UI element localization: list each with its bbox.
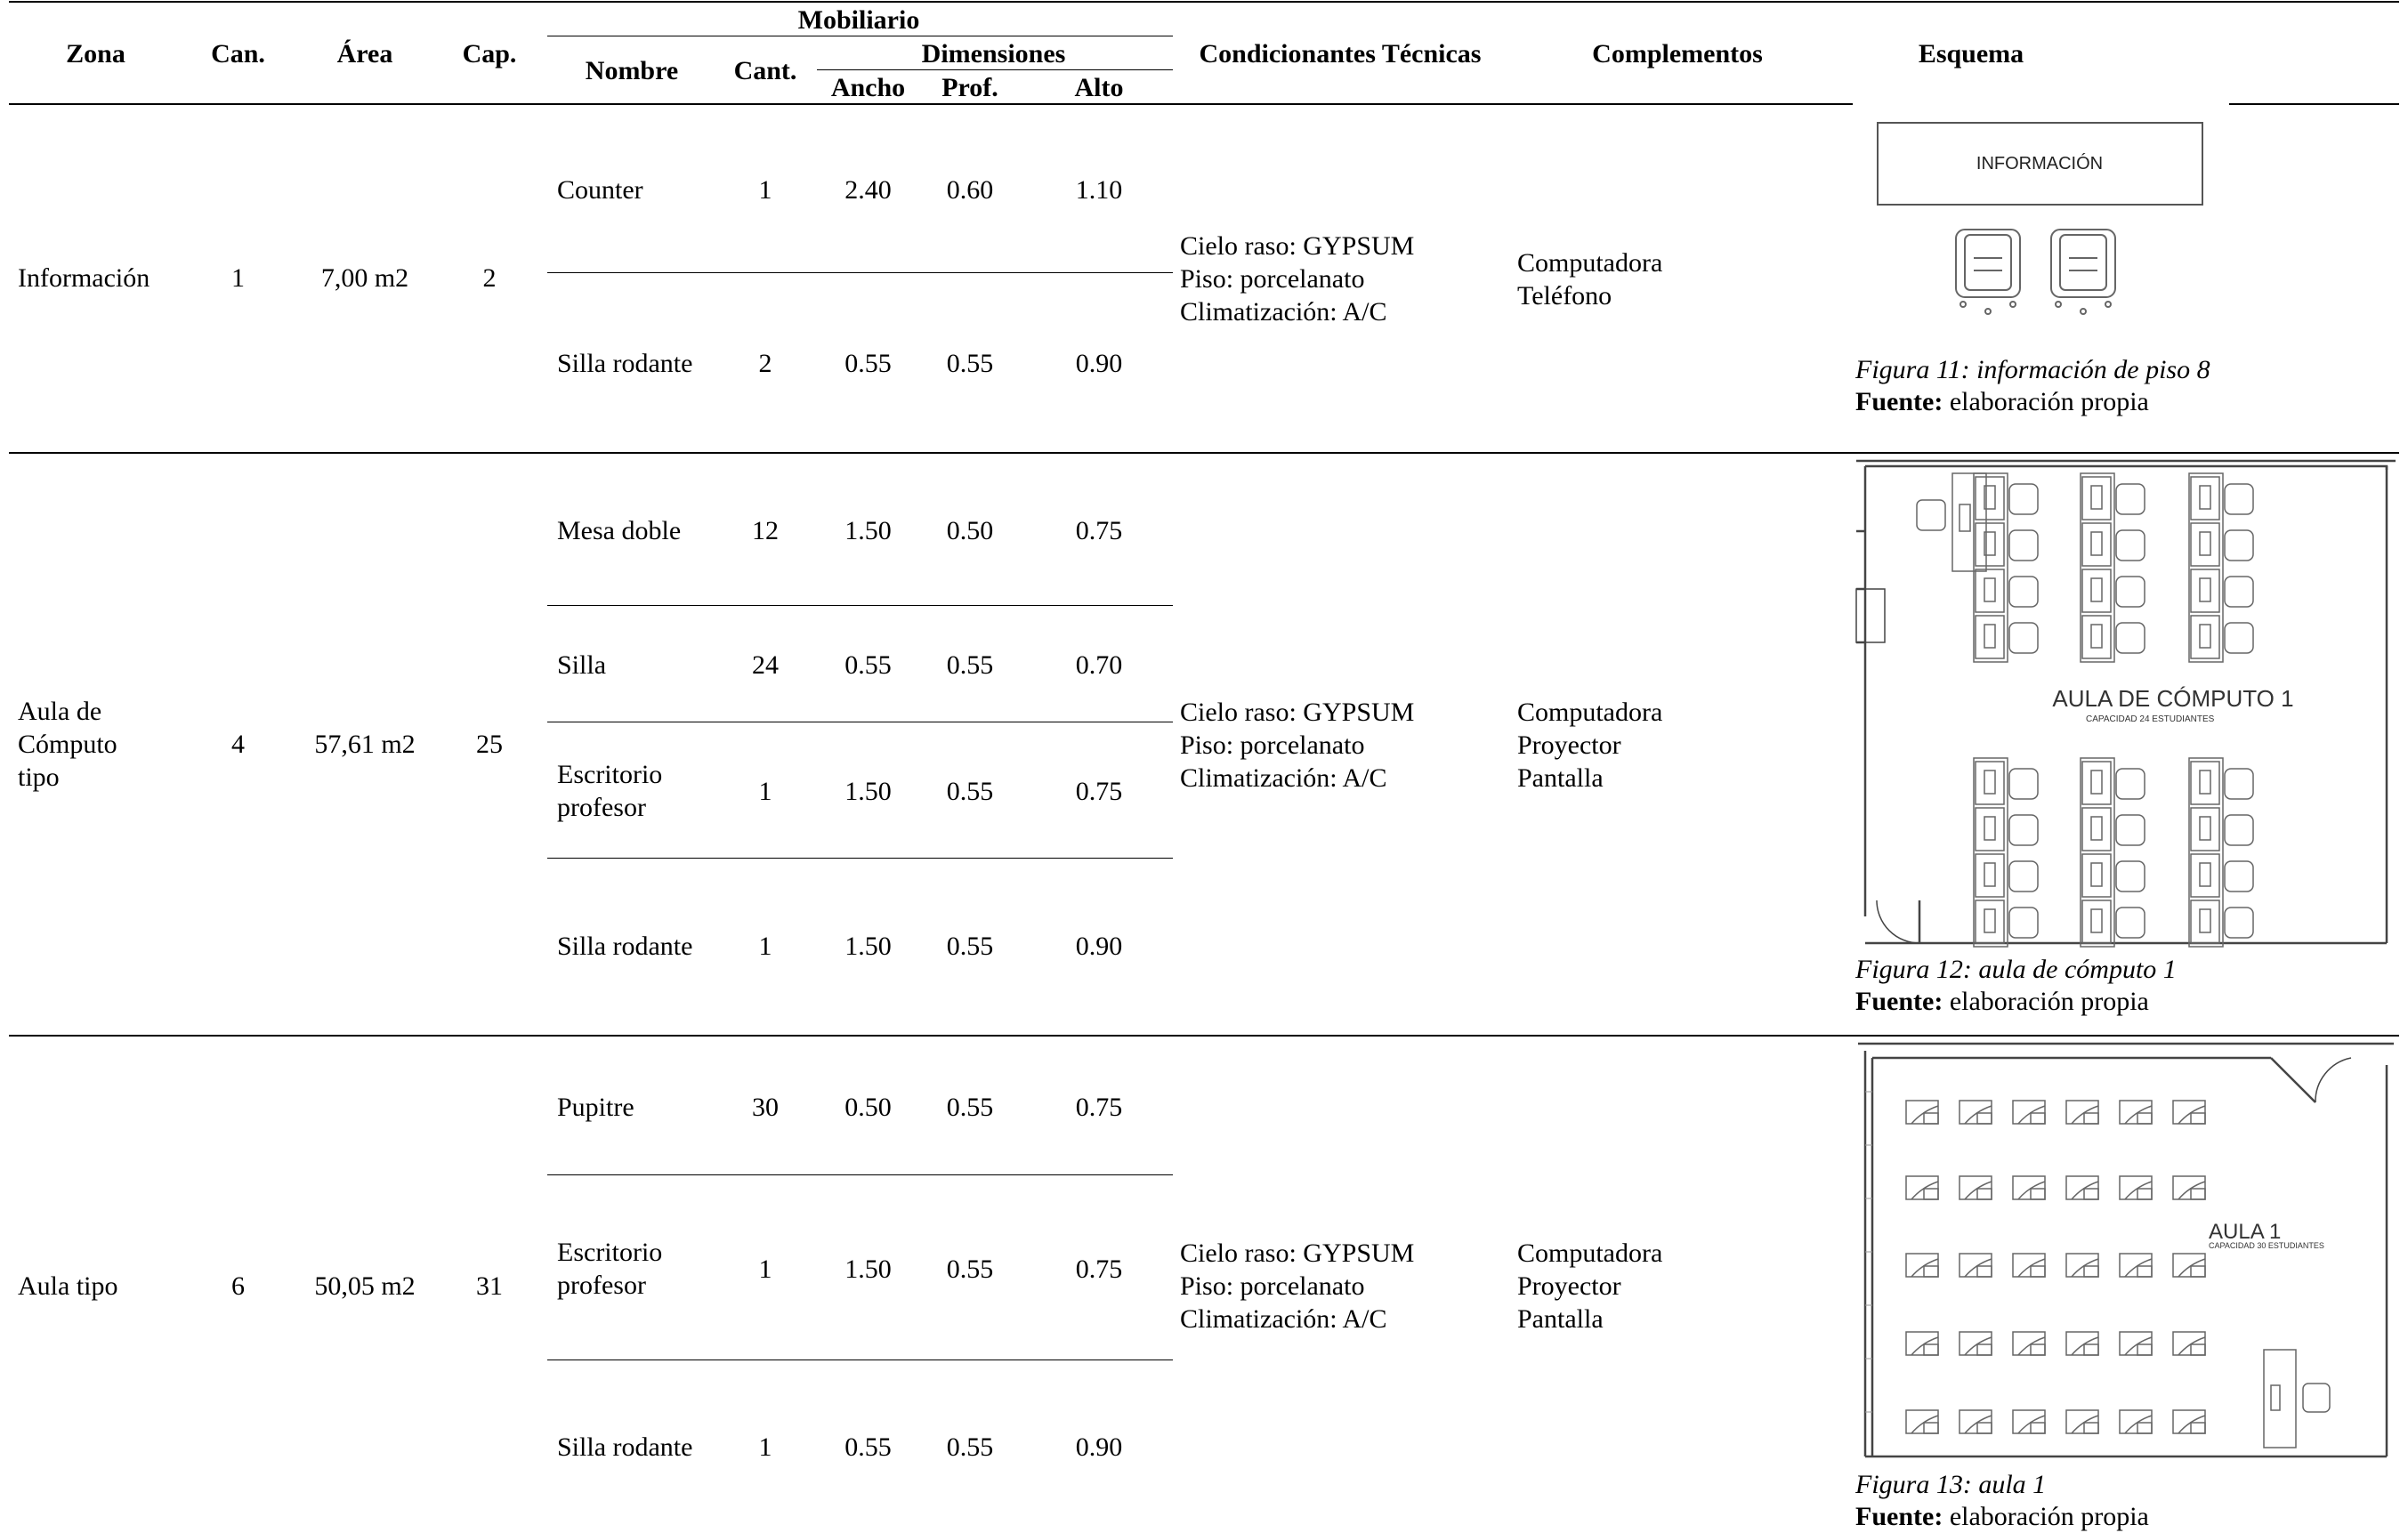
teacher-desk — [2264, 1350, 2330, 1448]
mob-cant: 2 — [758, 349, 772, 378]
header-area: Área — [336, 39, 393, 69]
aula-computo-plan-figure — [1853, 456, 2399, 950]
workstation-icon — [2082, 477, 2145, 520]
mob-nombre: Silla rodante — [557, 932, 693, 961]
table-top-rule — [9, 1, 2399, 3]
header-cant: Cant. — [733, 56, 797, 85]
mob-ancho: 1.50 — [844, 932, 892, 961]
student-desk-icon — [2013, 1101, 2045, 1124]
student-desk-icon — [1906, 1410, 1938, 1433]
mob-alto: 0.75 — [1075, 1255, 1123, 1284]
header-cap: Cap. — [462, 39, 517, 69]
mob-nombre: profesor — [557, 1271, 646, 1300]
complemento-line: Computadora — [1517, 698, 1663, 727]
header-bottom-rule-right — [2229, 103, 2399, 105]
workstation-icon — [1976, 762, 2038, 804]
complemento-line: Pantalla — [1517, 1304, 1604, 1334]
mob-nombre: Mesa doble — [557, 516, 682, 545]
student-desk-icon — [2013, 1176, 2045, 1199]
condicion-line: Piso: porcelanato — [1180, 264, 1365, 294]
student-desk-icon — [1906, 1101, 1938, 1124]
workstation-icon — [2191, 569, 2253, 612]
header-dimensiones: Dimensiones — [921, 39, 1066, 69]
mob-divider — [547, 858, 1173, 859]
student-desk-icon — [1960, 1176, 1992, 1199]
mob-ancho: 2.40 — [844, 175, 892, 205]
zona-cell: Aula de — [18, 697, 102, 726]
cap-cell: 2 — [482, 263, 497, 293]
mob-cant: 12 — [752, 516, 779, 545]
condicion-line: Cielo raso: GYPSUM — [1180, 698, 1415, 727]
header-complementos: Complementos — [1592, 39, 1763, 69]
workstation-icon — [2191, 477, 2253, 520]
student-desk-icon — [1960, 1410, 1992, 1433]
complemento-line: Computadora — [1517, 248, 1663, 278]
mob-alto: 0.90 — [1075, 1432, 1123, 1462]
workstation-icon — [1976, 477, 2038, 520]
mob-nombre: Escritorio — [557, 1238, 663, 1267]
figure-source: Fuente: elaboración propia — [1855, 987, 2149, 1016]
student-desk-icon — [2173, 1101, 2205, 1124]
mob-prof: 0.55 — [946, 1432, 994, 1462]
mob-cant: 1 — [758, 175, 772, 205]
mob-cant: 30 — [752, 1093, 779, 1122]
workstation-icon — [1976, 808, 2038, 851]
complemento-line: Proyector — [1517, 730, 1621, 760]
mob-nombre: Silla rodante — [557, 1432, 693, 1462]
rolling-chair-icon — [2051, 230, 2115, 314]
mob-alto: 0.90 — [1075, 349, 1123, 378]
informacion-plan-figure — [1869, 114, 2225, 327]
condicion-line: Cielo raso: GYPSUM — [1180, 231, 1415, 261]
mob-cant: 1 — [758, 932, 772, 961]
mob-ancho: 0.50 — [844, 1093, 892, 1122]
workstation-icon — [2082, 762, 2145, 804]
mob-ancho: 1.50 — [844, 1255, 892, 1284]
student-desk-icon — [2120, 1410, 2152, 1433]
rolling-chair-icon — [1956, 230, 2020, 314]
mob-divider — [547, 272, 1173, 273]
area-cell: 50,05 m2 — [314, 1271, 416, 1301]
workstation-icon — [2191, 854, 2253, 897]
student-desk-icon — [2120, 1101, 2152, 1124]
workstation-icon — [2082, 523, 2145, 566]
condicion-line: Climatización: A/C — [1180, 1304, 1387, 1334]
mob-nombre: Counter — [557, 175, 643, 205]
workstation-icon — [1976, 569, 2038, 612]
figure-caption: Figura 11: información de piso 8 — [1855, 355, 2210, 384]
header-zona: Zona — [66, 39, 125, 69]
row-divider — [9, 452, 2399, 454]
workstation-icon — [1976, 616, 2038, 658]
mob-nombre: profesor — [557, 793, 646, 822]
header-mobiliario: Mobiliario — [797, 5, 920, 35]
workstation-icon — [2191, 808, 2253, 851]
student-desk-icon — [1906, 1176, 1938, 1199]
header-bottom-rule — [9, 103, 1853, 105]
condicion-line: Piso: porcelanato — [1180, 730, 1365, 760]
student-desk-icon — [2120, 1254, 2152, 1277]
header-can: Can. — [211, 39, 265, 69]
plan-sublabel: CAPACIDAD 24 ESTUDIANTES — [2086, 714, 2215, 724]
header-esquema: Esquema — [1918, 39, 2024, 69]
student-desk-icon — [2173, 1332, 2205, 1355]
mob-nombre: Escritorio — [557, 760, 663, 789]
mob-divider — [547, 1174, 1173, 1175]
aula-plan-figure — [1853, 1038, 2399, 1465]
zona-cell: tipo — [18, 762, 60, 792]
mob-ancho: 1.50 — [844, 516, 892, 545]
figure-caption: Figura 12: aula de cómputo 1 — [1855, 955, 2177, 984]
can-cell: 4 — [231, 730, 245, 759]
workstation-icon — [1976, 900, 2038, 943]
condicion-line: Climatización: A/C — [1180, 763, 1387, 793]
header-condicionantes: Condicionantes Técnicas — [1199, 39, 1482, 69]
student-desk-icon — [2013, 1332, 2045, 1355]
student-desk-icon — [1960, 1101, 1992, 1124]
workstation-icon — [2082, 616, 2145, 658]
workstation-icon — [2082, 569, 2145, 612]
zona-cell: Aula tipo — [18, 1271, 118, 1301]
dimensiones-rule — [817, 69, 1173, 70]
plan-label: AULA 1 — [2209, 1220, 2282, 1244]
student-desk-icon — [2066, 1254, 2098, 1277]
mob-alto: 0.75 — [1075, 1093, 1123, 1122]
mob-ancho: 0.55 — [844, 1432, 892, 1462]
mob-divider — [547, 605, 1173, 606]
mob-prof: 0.55 — [946, 1093, 994, 1122]
workstation-icon — [2082, 900, 2145, 943]
mob-ancho: 0.55 — [844, 349, 892, 378]
header-nombre: Nombre — [585, 56, 679, 85]
zona-cell: Información — [18, 263, 150, 293]
student-desk-icon — [2120, 1332, 2152, 1355]
mob-prof: 0.60 — [946, 175, 994, 205]
mob-alto: 0.90 — [1075, 932, 1123, 961]
plan-label: AULA DE CÓMPUTO 1 — [2052, 685, 2294, 712]
workstation-icon — [2191, 762, 2253, 804]
cap-cell: 25 — [476, 730, 503, 759]
mob-prof: 0.55 — [946, 650, 994, 680]
condicion-line: Piso: porcelanato — [1180, 1271, 1365, 1301]
row-divider — [9, 1035, 2399, 1037]
mob-nombre: Silla rodante — [557, 349, 693, 378]
can-cell: 6 — [231, 1271, 245, 1301]
student-desk-icon — [1960, 1254, 1992, 1277]
student-desk-icon — [1906, 1332, 1938, 1355]
zona-cell: Cómputo — [18, 730, 117, 759]
mob-prof: 0.55 — [946, 349, 994, 378]
student-desk-icon — [2066, 1332, 2098, 1355]
area-cell: 57,61 m2 — [314, 730, 416, 759]
complemento-line: Pantalla — [1517, 763, 1604, 793]
student-desk-icon — [2173, 1254, 2205, 1277]
workstation-icon — [2191, 616, 2253, 658]
student-desk-grid — [1906, 1101, 2205, 1433]
student-desk-icon — [1906, 1254, 1938, 1277]
workstation-icon — [1976, 523, 2038, 566]
complemento-line: Proyector — [1517, 1271, 1621, 1301]
mob-nombre: Silla — [557, 650, 607, 680]
student-desk-icon — [2013, 1254, 2045, 1277]
figure-source: Fuente: elaboración propia — [1855, 1502, 2149, 1531]
can-cell: 1 — [231, 263, 245, 293]
workstation-icon — [2191, 900, 2253, 943]
student-desk-icon — [2066, 1176, 2098, 1199]
workstation-icon — [2191, 523, 2253, 566]
mob-cant: 1 — [758, 1432, 772, 1462]
figure-caption: Figura 13: aula 1 — [1855, 1470, 2047, 1499]
student-desk-icon — [2066, 1410, 2098, 1433]
mob-ancho: 0.55 — [844, 650, 892, 680]
mob-nombre: Pupitre — [557, 1093, 634, 1122]
mob-alto: 0.75 — [1075, 777, 1123, 806]
plan-sublabel: CAPACIDAD 30 ESTUDIANTES — [2209, 1241, 2324, 1250]
student-desk-icon — [1960, 1332, 1992, 1355]
student-desk-icon — [2173, 1176, 2205, 1199]
student-desk-icon — [2066, 1101, 2098, 1124]
header-alto: Alto — [1074, 73, 1124, 102]
figure-source: Fuente: elaboración propia — [1855, 387, 2149, 416]
complemento-line: Computadora — [1517, 1239, 1663, 1268]
student-desk-icon — [2173, 1410, 2205, 1433]
complemento-line: Teléfono — [1517, 281, 1612, 311]
mob-ancho: 1.50 — [844, 777, 892, 806]
cap-cell: 31 — [476, 1271, 503, 1301]
mob-alto: 0.75 — [1075, 516, 1123, 545]
mob-alto: 1.10 — [1075, 175, 1123, 205]
mob-prof: 0.55 — [946, 777, 994, 806]
mob-prof: 0.50 — [946, 516, 994, 545]
condicion-line: Cielo raso: GYPSUM — [1180, 1239, 1415, 1268]
workstation-icon — [2082, 808, 2145, 851]
condicion-line: Climatización: A/C — [1180, 297, 1387, 327]
workstation-icon — [2082, 854, 2145, 897]
area-cell: 7,00 m2 — [320, 263, 409, 293]
student-desk-icon — [2013, 1410, 2045, 1433]
mob-cant: 24 — [752, 650, 779, 680]
header-prof: Prof. — [941, 73, 998, 102]
plan-label: INFORMACIÓN — [1976, 154, 2104, 173]
mob-cant: 1 — [758, 777, 772, 806]
mob-alto: 0.70 — [1075, 650, 1123, 680]
mob-prof: 0.55 — [946, 932, 994, 961]
mob-prof: 0.55 — [946, 1255, 994, 1284]
student-desk-icon — [2120, 1176, 2152, 1199]
mob-cant: 1 — [758, 1255, 772, 1284]
header-ancho: Ancho — [830, 73, 906, 102]
workstation-icon — [1976, 854, 2038, 897]
